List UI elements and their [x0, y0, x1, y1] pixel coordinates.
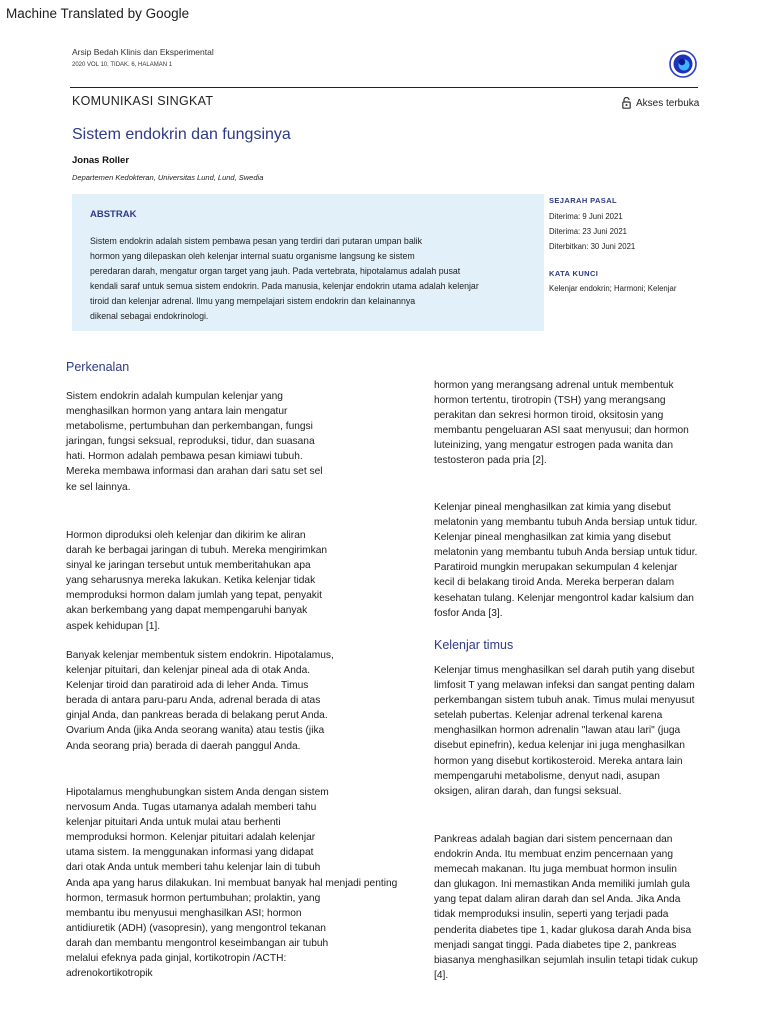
text-line: adrenokortikotropik [66, 968, 153, 980]
abstract-line: dikenal sebagai endokrinologi. [90, 310, 209, 321]
journal-logo-icon [669, 50, 697, 78]
text-line: membantu ibu menyusui menghasilkan ASI; hormon [66, 907, 302, 919]
article-title: Sistem endokrin dan fungsinya [72, 126, 291, 143]
section-heading-thymus: Kelenjar timus [434, 638, 514, 652]
text-line: Hormon diproduksi oleh kelenjar dan dikirim ke aliran [66, 530, 306, 541]
abstract-line: peredaran darah, mengatur organ target yang jauh. Pada vertebrata, hipotalamus adalah pusat [90, 265, 461, 276]
paragraph [66, 389, 323, 495]
text-line: kesehatan tulang. Kelenjar mengontrol kadar kalsium dan [434, 592, 694, 604]
text-line: nervosum Anda. Tugas utamanya adalah memberi tahu [66, 802, 317, 814]
open-access-badge [622, 97, 699, 109]
text-line: memproduksi hormon. Kelenjar pituitari adalah kelenjar [66, 832, 316, 844]
text-line: fosfor Anda [3]. [434, 607, 503, 619]
text-line: ginjal Anda, dan pankreas berada di belakang perut Anda. [66, 710, 328, 722]
text-line: Ovarium Anda (jika Anda seorang wanita) atau testis (jika [66, 725, 325, 737]
text-line: Hipotalamus menghubungkan sistem Anda dengan sistem [66, 787, 329, 798]
keywords-text: Kelenjar endokrin; Harmoni; Kelenjar [549, 284, 677, 293]
text-line: Kelenjar pineal menghasilkan zat kimia yang disebut [434, 532, 671, 544]
article-history [549, 196, 635, 254]
text-line: kelenjar pituitari Anda untuk mulai atau berhenti [66, 817, 281, 829]
text-line: metabolisme, pertumbuhan dan perkembangan, fungsi [66, 421, 313, 433]
text-line: Sistem endokrin adalah kumpulan kelenjar yang [66, 391, 283, 402]
text-line: perkembangan sistem tubuh anak. Timus mulai menyusut [434, 695, 695, 707]
text-line: Kelenjar pineal menghasilkan zat kimia yang disebut [434, 502, 671, 513]
text-line: kelenjar pituitari, dan kelenjar pineal ada di otak Anda. [66, 665, 311, 677]
paragraph [66, 648, 334, 754]
text-line: disebut epinefrin), kedua kelenjar ini juga menghasilkan [434, 740, 685, 752]
text-line: membantu pengeluaran ASI saat menyusui; dan hormon [434, 425, 689, 437]
keywords-heading: KATA KUNCI [549, 269, 599, 278]
keywords-block [549, 269, 676, 296]
text-line: Mereka membawa informasi dan arahan dari satu set sel [66, 466, 323, 478]
text-line: Pankreas adalah bagian dari sistem pencernaan dan [434, 834, 673, 845]
text-line: melatonin yang membantu tubuh Anda bersiap untuk tidur. [434, 517, 698, 529]
text-line: antidiuretik (ADH) (vasopresin), yang mengontrol tekanan [66, 922, 326, 934]
text-line: luteinizing, yang mengatur estrogen pada wanita dan [434, 440, 674, 452]
paragraph [66, 528, 327, 634]
journal-issue: 2020 VOL 10, TIDAK. 6, HALAMAN 1 [72, 62, 173, 68]
text-line: testosteron pada pria [2]. [434, 455, 547, 467]
text-line: darah ke berbagai jaringan di tubuh. Mereka mengirimkan [66, 545, 328, 557]
text-line: menghasilkan hormon yang antara lain mengatur [66, 406, 288, 418]
text-line: menjadi sangat tinggi. Pada diabetes tipe 2, pankreas [434, 939, 677, 951]
text-line: aspek kehidupan [1]. [66, 620, 161, 632]
text-line: Anda apa yang harus dilakukan. Ini membuat banyak hal menjadi penting [66, 877, 398, 889]
abstract-text [90, 234, 540, 323]
text-line: Anda seorang pria) berada di daerah panggul Anda. [66, 740, 301, 752]
text-line: hormon yang disebut kortikosteroid. Mereka antara lain [434, 755, 683, 767]
header-divider [70, 87, 698, 88]
author-name: Jonas Roller [72, 155, 130, 166]
text-line: kecil di belakang tiroid Anda. Mereka berperan dalam [434, 577, 675, 589]
text-line: memecah makanan. Itu juga membuat hormon insulin [434, 864, 677, 876]
text-line: Kelenjar tiroid dan paratiroid ada di leher Anda. Timus [66, 680, 309, 692]
text-line: hormon tertentu, tirotropin (TSH) yang merangsang [434, 395, 666, 407]
text-line: yang seharusnya mereka lakukan. Ketika kelenjar tidak [66, 575, 316, 587]
history-item: Diterbitkan: 30 Juni 2021 [549, 242, 636, 251]
text-line: hormon yang merangsang adrenal untuk membentuk [434, 380, 674, 391]
text-line: oksigen, aliran darah, dan fungsi seksual. [434, 785, 622, 797]
text-line: hati. Hormon adalah pembawa pesan kimiawi tubuh. [66, 451, 303, 463]
paragraph [434, 500, 697, 621]
paragraph [434, 832, 698, 983]
text-line: menghasilkan hormon adrenalin "lawan atau lari" (juga [434, 725, 681, 737]
text-line: mempengaruhi metabolisme, denyut nadi, asupan [434, 770, 660, 782]
history-heading: SEJARAH PASAL [549, 196, 617, 205]
paragraph [434, 663, 695, 799]
abstract-heading: ABSTRAK [90, 209, 137, 220]
history-item: Diterima: 9 Juni 2021 [549, 212, 623, 221]
paragraph [66, 785, 397, 981]
text-line: berada di antara paru-paru Anda, adrenal berada di atas [66, 695, 321, 707]
text-line: tidak memproduksi insulin, seperti yang terjadi pada [434, 909, 669, 921]
author-affiliation: Departemen Kedokteran, Universitas Lund, Lund, Swedia [72, 173, 264, 182]
text-line: memproduksi hormon dalam jumlah yang tepat, penyakit [66, 590, 322, 602]
journal-name: Arsip Bedah Klinis dan Eksperimental [72, 47, 214, 57]
text-line: setelah pubertas. Kelenjar adrenal terkenal karena [434, 710, 663, 722]
history-list [549, 209, 635, 254]
abstract-line: hormon yang dilepaskan oleh kelenjar internal suatu organisme langsung ke sistem [90, 250, 415, 261]
text-line: endokrin Anda. Itu membuat enzim pencernaan yang [434, 849, 673, 861]
text-line: akan berkembang yang dapat mempengaruhi banyak [66, 605, 308, 617]
paragraph [434, 378, 689, 469]
article-type: KOMUNIKASI SINGKAT [72, 94, 214, 108]
machine-translation-banner: Machine Translated by Google [6, 6, 190, 21]
text-line: [4]. [434, 969, 449, 981]
text-line: biasanya menghasilkan sejumlah insulin tetapi tidak cukup [434, 954, 698, 966]
text-line: Kelenjar timus menghasilkan sel darah putih yang disebut [434, 665, 695, 676]
text-line: sinyal ke jaringan tersebut untuk memberitahukan apa [66, 560, 311, 572]
text-line: melalui efeknya pada ginjal, kortikotropin /ACTH: [66, 953, 287, 965]
abstract-line: Sistem endokrin adalah sistem pembawa pesan yang terdiri dari putaran umpan balik [90, 236, 423, 246]
text-line: hormon, termasuk hormon pertumbuhan; prolaktin, yang [66, 892, 321, 904]
text-line: limfosit T yang melawan infeksi dan sangat penting dalam [434, 680, 695, 692]
journal-header [72, 46, 214, 72]
text-line: dan glukagon. Ini memastikan Anda memiliki jumlah gula [434, 879, 690, 891]
text-line: Paratiroid mungkin merupakan sekumpulan 4 kelenjar [434, 562, 678, 574]
abstract-line: kendali saraf untuk semua sistem endokrin. Pada manusia, kelenjar endokrin utama adalah kelenjar [90, 280, 479, 291]
open-access-label: Akses terbuka [636, 97, 700, 109]
text-line: Banyak kelenjar membentuk sistem endokrin. Hipotalamus, [66, 650, 334, 661]
text-line: perakitan dan sekresi hormon tiroid, oksitosin yang [434, 410, 664, 422]
text-line: jaringan, fungsi seksual, reproduksi, tidur, dan suasana [66, 436, 315, 448]
open-lock-icon [622, 97, 631, 109]
text-line: dari otak Anda untuk memberi tahu kelenjar lain di tubuh [66, 862, 321, 874]
text-line: penderita diabetes tipe 1, kadar glukosa darah Anda bisa [434, 924, 692, 936]
section-heading-introduction: Perkenalan [66, 360, 130, 374]
text-line: melatonin yang membantu tubuh Anda bersiap untuk tidur. [434, 547, 698, 559]
text-line: yang tepat dalam aliran darah dan sel Anda. Jika Anda [434, 894, 681, 906]
abstract-line: tiroid dan kelenjar adrenal. Ilmu yang mempelajari sistem endokrin dan kelainannya [90, 295, 416, 306]
text-line: utama sistem. Ia menggunakan informasi yang didapat [66, 847, 314, 859]
text-line: darah dan membantu mengontrol keseimbangan air tubuh [66, 937, 329, 949]
text-line: ke sel lainnya. [66, 481, 131, 493]
history-item: Diterima: 23 Juni 2021 [549, 227, 628, 236]
